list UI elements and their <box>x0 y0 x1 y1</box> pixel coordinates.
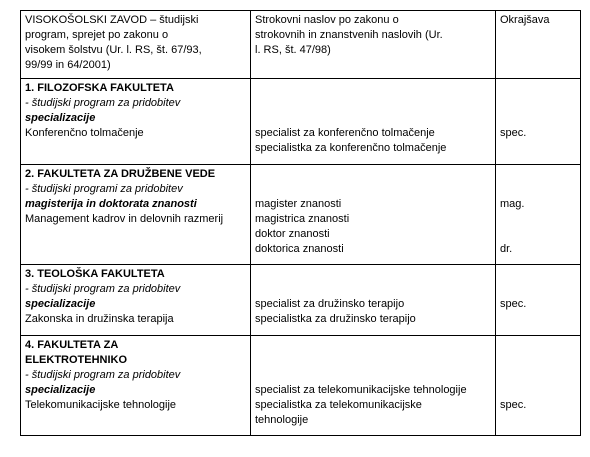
program-cell <box>21 165 251 265</box>
faculty-name: 3. TEOLOŠKA FAKULTETA <box>25 268 165 280</box>
program-cell <box>21 336 251 436</box>
program-note: - študijski programi za pridobitev <box>25 183 183 195</box>
header-line: program, sprejet po zakonu o <box>25 29 169 41</box>
abbreviation-cell <box>496 265 581 336</box>
program-type: specializacije <box>25 112 96 124</box>
program-cell <box>21 79 251 165</box>
header-cell-institution <box>21 11 251 79</box>
header-line: l. RS, št. 47/98) <box>255 44 331 56</box>
faculty-name: 1. FILOZOFSKA FAKULTETA <box>25 82 174 94</box>
header-cell-abbreviation <box>496 11 581 79</box>
faculty-name: 2. FAKULTETA ZA DRUŽBENE VEDE <box>25 168 216 180</box>
program-name: Management kadrov in delovnih razmerij <box>25 213 224 225</box>
title-male: specialist za konferenčno tolmačenje <box>255 127 435 139</box>
header-line: visokem šolstvu (Ur. l. RS, št. 67/93, <box>25 44 202 56</box>
program-type: specializacije <box>25 384 96 396</box>
header-row <box>21 11 581 79</box>
title-female: specialistka za konferenčno tolmačenje <box>255 142 447 154</box>
table-row <box>21 79 581 165</box>
table-row <box>21 165 581 265</box>
abbreviation: spec. <box>500 399 527 411</box>
title-cell <box>251 165 496 265</box>
title-cell <box>251 265 496 336</box>
table-row <box>21 265 581 336</box>
title-male: doktor znanosti <box>255 228 330 240</box>
table-row <box>21 336 581 436</box>
title-male: magister znanosti <box>255 198 342 210</box>
program-note: - študijski program za pridobitev <box>25 283 181 295</box>
program-cell <box>21 265 251 336</box>
abbreviation: mag. <box>500 198 525 210</box>
program-name: Konferenčno tolmačenje <box>25 127 144 139</box>
program-name: Zakonska in družinska terapija <box>25 313 174 325</box>
abbreviation: spec. <box>500 298 527 310</box>
header-cell-title <box>251 11 496 79</box>
abbreviation: spec. <box>500 127 527 139</box>
title-female: doktorica znanosti <box>255 243 344 255</box>
program-note: - študijski program za pridobitev <box>25 97 181 109</box>
abbreviation: dr. <box>500 243 513 255</box>
title-female: magistrica znanosti <box>255 213 350 225</box>
program-name: Telekomunikacijske tehnologije <box>25 399 177 411</box>
document <box>20 10 580 436</box>
program-type: magisterija in doktorata znanosti <box>25 198 197 210</box>
titles-table <box>20 10 581 436</box>
title-cell <box>251 336 496 436</box>
title-male: specialist za družinsko terapijo <box>255 298 405 310</box>
header-line: Okrajšava <box>500 14 550 26</box>
header-line: Strokovni naslov po zakonu o <box>255 14 399 26</box>
abbreviation-cell <box>496 165 581 265</box>
abbreviation-cell <box>496 79 581 165</box>
title-female: tehnologije <box>255 414 309 426</box>
header-line: VISOKOŠOLSKI ZAVOD – študijski <box>25 14 199 26</box>
abbreviation-cell <box>496 336 581 436</box>
program-type: specializacije <box>25 298 96 310</box>
title-male: specialist za telekomunikacijske tehnologije <box>255 384 467 396</box>
faculty-name: ELEKTROTEHNIKO <box>25 354 128 366</box>
title-female: specialistka za družinsko terapijo <box>255 313 416 325</box>
title-cell <box>251 79 496 165</box>
title-female: specialistka za telekomunikacijske <box>255 399 422 411</box>
header-line: strokovnih in znanstvenih naslovih (Ur. <box>255 29 443 41</box>
header-line: 99/99 in 64/2001) <box>25 59 111 71</box>
faculty-name: 4. FAKULTETA ZA <box>25 339 119 351</box>
program-note: - študijski program za pridobitev <box>25 369 181 381</box>
